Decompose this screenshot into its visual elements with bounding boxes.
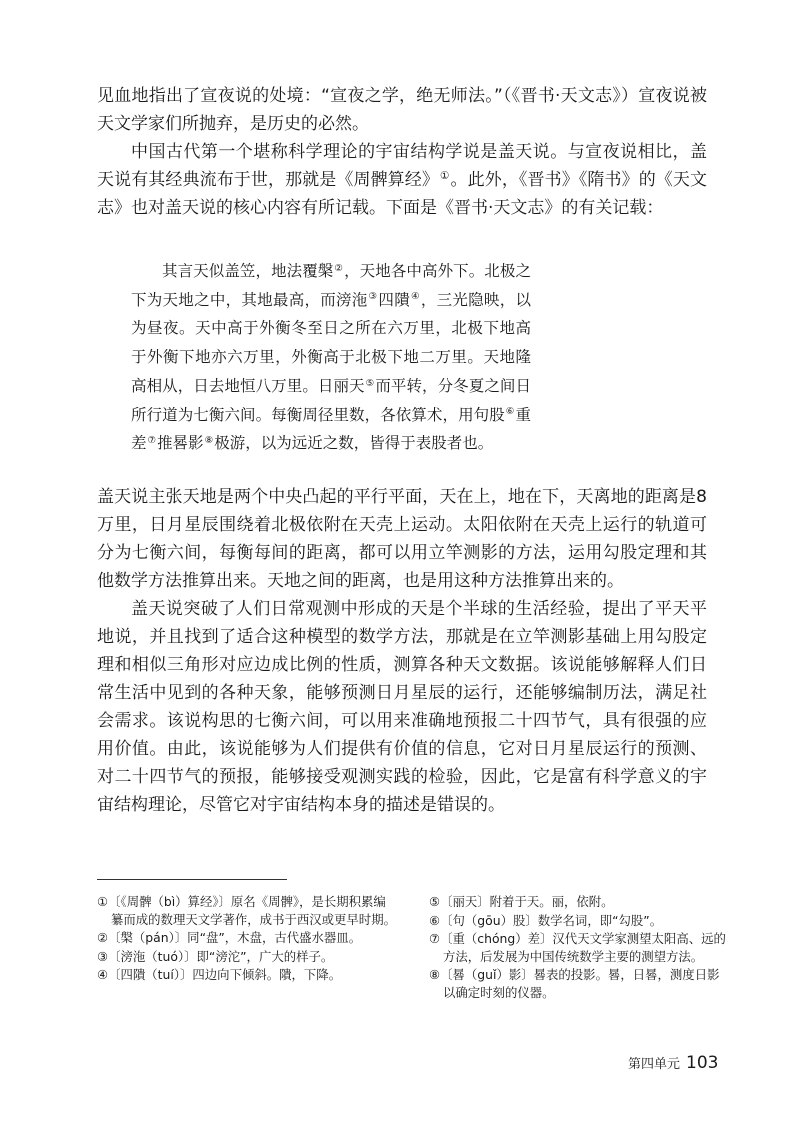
text-run: 推晷影: [157, 434, 204, 453]
paragraph: [97, 82, 707, 138]
footnote-item: ⑤〔丽天〕附着于天。丽，依附。: [429, 894, 614, 909]
page-number: 103: [686, 1053, 719, 1073]
footnote-item: ⑧〔晷（guǐ）影〕晷表的投影。晷，日晷，测度日影以确定时刻的仪器。: [429, 967, 720, 1000]
text-run: 中国古代第一个堪称科学理论的宇宙结构学说是盖天说。与宣夜说相比，盖天说有其经典流布于世，那就是《周髀算经》: [97, 142, 707, 190]
footnote-marker: ④: [410, 291, 420, 303]
text-run: 极游，以为远近之数，皆得于表股者也。: [214, 434, 494, 453]
text-run: 其言天似盖笠，地法覆槃: [162, 262, 334, 280]
footnote-item: ⑦〔重（chóng）差〕汉代天文学家测望太阳高、远的方法，后发展为中国传统数学主要的测望方法。: [429, 931, 726, 964]
footnotes-right-column: [429, 893, 729, 1003]
body-text-top: [97, 82, 707, 222]
footnote-item: ③〔滂沲（tuó）〕即“滂沱”，广大的样子。: [97, 948, 334, 964]
text-run: 而平转，分冬夏之间日所行道为七衡六间。每衡周径里数，各依算术，用句股: [131, 376, 531, 424]
text-run: ，三光隐映，以为昼夜。天中高于外衡冬至日之所在六万里，北极下地高于外衡下地亦六万里，外衡高于北极下地二万里。天地隆高相从，日去地恒八万里。日丽天: [131, 290, 531, 395]
paragraph: [97, 595, 707, 819]
page-footer: [628, 1053, 718, 1073]
paragraph: [97, 483, 707, 595]
body-text-bottom: [97, 483, 707, 819]
footnote-marker: ⑤: [365, 377, 375, 389]
text-run: 见血地指出了宣夜说的处境：“宣夜之学，绝无师法。”（《晋书·天文志》）宣夜说被天文学家们所抛弃，是历史的必然。: [97, 86, 707, 134]
quote-paragraph: [131, 257, 531, 458]
footnote-marker: ③: [368, 291, 378, 303]
text-run: ，天地各中高外下。北极之下为天地之中，其地最高，而滂沲: [131, 262, 531, 309]
block-quote: [131, 257, 531, 458]
footnote-item: ②〔槃（pán）〕同“盘”，木盘，古代盛水器皿。: [97, 930, 362, 946]
text-run: 盖天说主张天地是两个中央凸起的平行平面，天在上，地在下，天离地的距离是8万里，日月星辰围绕着北极依附在天壳上运动。太阳依附在天壳上运行的轨道可分为七衡六间，每衡每间的距离，都可以用立竿测影的方法，运用勾股定理和其他数学方法推算出来。天地之间的距离，也是用这种方法推算出来的。: [97, 487, 707, 591]
footnotes-left-column: [97, 893, 397, 985]
footnote-item: ④〔四隤（tuí）〕四边向下倾斜。隤，下降。: [97, 967, 342, 983]
text-run: 四隤: [378, 290, 410, 309]
text-run: 盖天说突破了人们日常观测中形成的天是个半球的生活经验，提出了平天平地说，并且找到了适合这种模型的数学方法，那就是在立竿测影基础上用勾股定理和相似三角形对应边成比例的性质，测算各种天文数据。该说能够解释人们日常生活中见到的各种天象，能够预测日月星辰的运行，还能够编制历法，满足社会需求。该说构思的七衡六间，可以用来准确地预报二十四节气，具有很强的应用价值。由此，该说能够为人们提供有价值的信息，它对日月星辰运行的预测、对二十四节气的预报，能够接受观测实践的检验，因此，它是富有科学意义的宇宙结构理论，尽管它对宇宙结构本身的描述是错误的。: [97, 599, 707, 815]
footnote-item: ⑥〔句（gōu）股〕数学名词，即“勾股”。: [429, 912, 663, 928]
text-run: 。此外，《晋书》《隋书》的《天文志》也对盖天说的核心内容有所记载。下面是《晋书·天文志》的有关记载：: [97, 170, 708, 218]
footnote-item: ①〔《周髀（bì）算经》〕原名《周髀》，是长期积累编纂而成的数理天文学著作，成书于西汉或更早时期。: [97, 894, 396, 927]
footnote-marker: ①: [439, 170, 450, 183]
text-run: 重差: [131, 405, 531, 453]
unit-label: 第四单元: [628, 1057, 681, 1072]
footnote-marker: ②: [334, 262, 344, 274]
footnote-marker: ⑥: [505, 406, 515, 418]
paragraph: [97, 138, 707, 222]
footnote-divider: [97, 879, 287, 880]
footnote-marker: ⑦: [147, 434, 157, 446]
footnote-marker: ⑧: [204, 434, 214, 446]
